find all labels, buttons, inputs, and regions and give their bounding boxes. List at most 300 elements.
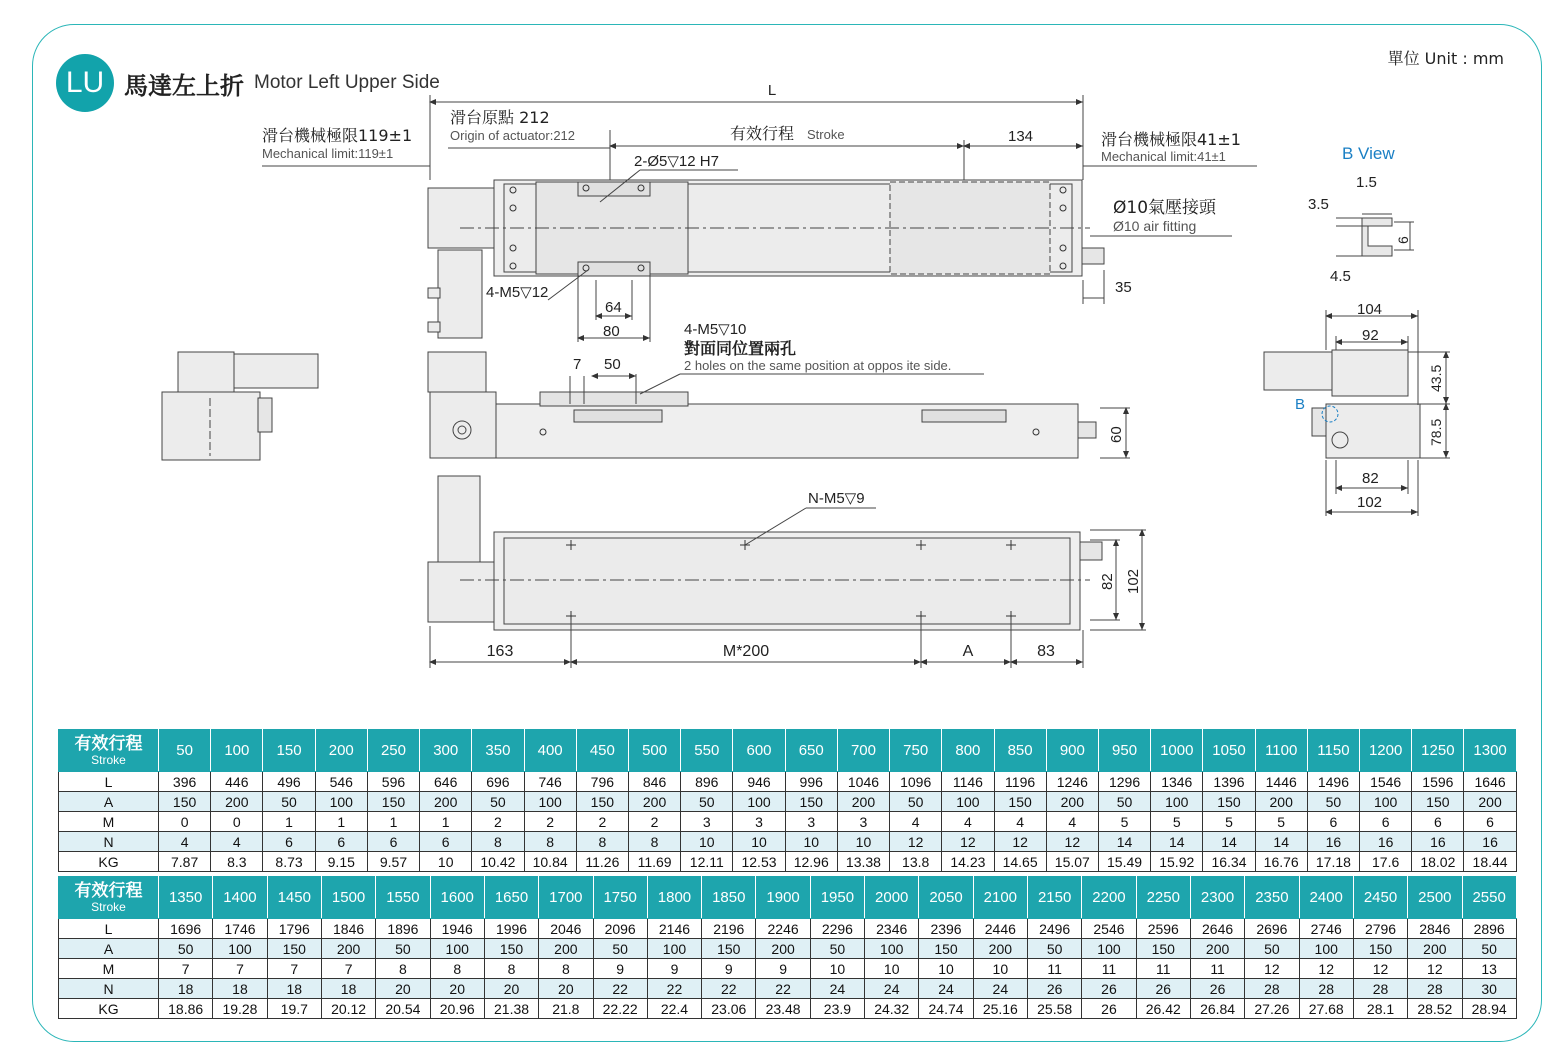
stroke-value: 1550 [376,877,430,919]
stroke-value: 800 [942,730,994,772]
table-cell: 150 [1203,792,1255,812]
table-cell: 20 [484,979,538,999]
table-cell: 17.18 [1307,852,1359,872]
table-cell: 7 [267,959,321,979]
table-cell: 15.49 [1098,852,1150,872]
stroke-value: 700 [837,730,889,772]
stroke-header-cell [59,877,159,919]
table-cell: 1896 [376,919,430,939]
table-cell: 8.73 [263,852,315,872]
table-cell: 16 [1360,832,1412,852]
row-label: N [59,832,159,852]
table-cell: 16.34 [1203,852,1255,872]
table-cell: 28.52 [1408,999,1462,1019]
table-cell: 496 [263,772,315,792]
table-cell: 20 [376,979,430,999]
table-cell: 4 [994,812,1046,832]
table-cell: 26 [1082,999,1136,1019]
table-cell: 150 [159,792,211,812]
table-cell: 14 [1203,832,1255,852]
table-cell: 4 [890,812,942,832]
dim-L: L [767,82,777,99]
side-b-marker: B [1295,396,1306,413]
table-cell: 9.15 [315,852,367,872]
table-cell: 24 [865,979,919,999]
spec-tables [58,729,1516,1019]
table-cell: 18 [267,979,321,999]
table-cell: 100 [942,792,994,812]
row-label: M [59,959,159,979]
table-cell: 50 [681,792,733,812]
table-cell: 1 [315,812,367,832]
table-cell: 796 [576,772,628,792]
stroke-value: 1850 [702,877,756,919]
table-cell: 200 [1464,792,1516,812]
bview-6: 6 [1395,236,1411,244]
stroke-value: 1000 [1151,730,1203,772]
technical-drawing [140,70,1444,670]
dim-134: 134 [1008,128,1034,145]
stroke-value: 1700 [539,877,593,919]
bview-4-5: 4.5 [1330,268,1351,285]
table-cell: 11 [1136,959,1190,979]
table-cell: 50 [159,939,213,959]
table-cell: 28 [1299,979,1353,999]
table-cell: 18 [159,979,213,999]
pin-hole-label: 2-Ø5▽12 H7 [634,153,719,170]
table-cell: 14 [1255,832,1307,852]
table-cell: 946 [733,772,785,792]
air-fitting-zh: Ø10氣壓接頭 [1113,198,1217,218]
table-cell: 1596 [1412,772,1464,792]
stroke-value: 1350 [159,877,213,919]
table-cell: 20.12 [321,999,375,1019]
table-row [59,772,1517,792]
dim-83: 83 [1037,643,1055,660]
table-cell: 8 [628,832,680,852]
bview-3-5: 3.5 [1308,196,1329,213]
table-cell: 50 [472,792,524,812]
table-cell: 2 [576,812,628,832]
table-cell: 0 [159,812,211,832]
spec-table-1 [58,729,1517,872]
table-cell: 3 [785,812,837,832]
table-cell: 50 [890,792,942,812]
stroke-value: 1450 [267,877,321,919]
stroke-value: 1500 [321,877,375,919]
stroke-value: 400 [524,730,576,772]
table-cell: 896 [681,772,733,792]
table-cell: 100 [524,792,576,812]
table-cell: 0 [211,812,263,832]
table-cell: 16 [1307,832,1359,852]
table-cell: 16.76 [1255,852,1307,872]
table-cell: 3 [681,812,733,832]
stroke-value: 2400 [1299,877,1353,919]
stroke-value: 1300 [1464,730,1516,772]
stroke-value: 1400 [213,877,267,919]
row-label: A [59,939,159,959]
dim-163: 163 [486,643,514,660]
table-cell: 27.68 [1299,999,1353,1019]
table-cell: 8 [430,959,484,979]
table-cell: 15.07 [1046,852,1098,872]
mech-left-en: Mechanical limit:119±1 [262,146,394,161]
table-cell: 8 [524,832,576,852]
table-cell: 200 [628,792,680,812]
table-row [59,959,1517,979]
right-end-view [1264,310,1450,516]
mech-right-en: Mechanical limit:41±1 [1101,149,1226,164]
table-cell: 50 [1462,939,1516,959]
m5-10-label: 4-M5▽10 [684,321,747,338]
table-cell: 15.92 [1151,852,1203,872]
row-label: N [59,979,159,999]
table-cell: 20 [430,979,484,999]
table-cell: 100 [1082,939,1136,959]
table-cell: 10 [420,852,472,872]
table-cell: 646 [420,772,472,792]
table-cell: 1 [263,812,315,832]
unit-label: 單位 Unit : mm [1387,49,1504,68]
stroke-value: 2500 [1408,877,1462,919]
side-102: 102 [1357,494,1383,511]
stroke-value: 2350 [1245,877,1299,919]
table-cell: 18.02 [1412,852,1464,872]
b-view-detail [1336,214,1414,256]
table-cell: 1 [420,812,472,832]
dim-80: 80 [603,323,620,340]
table-cell: 2596 [1136,919,1190,939]
table-cell: 12.53 [733,852,785,872]
table-cell: 10 [973,959,1027,979]
stroke-value: 2550 [1462,877,1516,919]
table-cell: 150 [1412,792,1464,812]
table-cell: 22.22 [593,999,647,1019]
table-cell: 10.42 [472,852,524,872]
table-cell: 20 [539,979,593,999]
table-cell: 10 [733,832,785,852]
stroke-value: 450 [576,730,628,772]
table-row [59,852,1517,872]
table-cell: 12 [890,832,942,852]
table-cell: 22.4 [647,999,701,1019]
table-cell: 1546 [1360,772,1412,792]
row-label: KG [59,852,159,872]
table-cell: 12 [1353,959,1407,979]
table-cell: 18 [321,979,375,999]
table-cell: 6 [1360,812,1412,832]
table-cell: 6 [315,832,367,852]
table-cell: 100 [865,939,919,959]
table-cell: 28 [1408,979,1462,999]
table-cell: 30 [1462,979,1516,999]
spec-table-2 [58,876,1517,1019]
table-cell: 150 [484,939,538,959]
table-cell: 200 [211,792,263,812]
stroke-value: 850 [994,730,1046,772]
table-cell: 50 [1028,939,1082,959]
title-zh: 馬達左上折 [124,71,244,100]
stroke-value: 600 [733,730,785,772]
table-cell: 11.69 [628,852,680,872]
stroke-header-zh: 有效行程 [74,880,143,900]
table-cell: 11 [1082,959,1136,979]
table-cell: 14.23 [942,852,994,872]
table-cell: 546 [315,772,367,792]
table-cell: 150 [576,792,628,812]
table-cell: 10 [865,959,919,979]
table-cell: 26 [1082,979,1136,999]
table-cell: 2246 [756,919,810,939]
table-cell: 6 [1307,812,1359,832]
table-cell: 11 [1190,959,1244,979]
table-cell: 26 [1190,979,1244,999]
table-cell: 12 [1299,959,1353,979]
stroke-zh: 有效行程 [730,124,795,143]
stroke-header-row [59,730,1517,772]
table-cell: 22 [756,979,810,999]
table-cell: 4 [159,832,211,852]
table-cell: 200 [539,939,593,959]
table-cell: 22 [593,979,647,999]
stroke-value: 2450 [1353,877,1407,919]
table-cell: 14.65 [994,852,1046,872]
stroke-value: 1050 [1203,730,1255,772]
table-cell: 2 [472,812,524,832]
table-cell: 20.96 [430,999,484,1019]
table-cell: 11 [1028,959,1082,979]
opposite-holes-en: 2 holes on the same position at oppos ite side. [684,358,952,373]
bview-1-5: 1.5 [1356,174,1377,191]
table-cell: 1346 [1151,772,1203,792]
table-cell: 25.58 [1028,999,1082,1019]
table-cell: 7 [321,959,375,979]
table-cell: 2796 [1353,919,1407,939]
table-cell: 1746 [213,919,267,939]
stroke-value: 750 [890,730,942,772]
table-cell: 446 [211,772,263,792]
table-cell: 6 [263,832,315,852]
table-cell: 12 [1046,832,1098,852]
table-cell: 100 [647,939,701,959]
table-cell: 2896 [1462,919,1516,939]
table-cell: 14 [1151,832,1203,852]
table-cell: 16 [1412,832,1464,852]
table-cell: 200 [1408,939,1462,959]
table-cell: 10.84 [524,852,576,872]
origin-en: Origin of actuator:212 [450,128,576,143]
table-cell: 13.38 [837,852,889,872]
table-cell: 2296 [810,919,864,939]
table-cell: 26 [1028,979,1082,999]
table-cell: 8 [376,959,430,979]
stroke-value: 1800 [647,877,701,919]
table-cell: 12 [1408,959,1462,979]
table-cell: 1096 [890,772,942,792]
stroke-value: 100 [211,730,263,772]
row-label: L [59,919,159,939]
table-row [59,792,1517,812]
table-row [59,832,1517,852]
dim-102: 102 [1125,568,1142,594]
stroke-value: 2100 [973,877,1027,919]
table-cell: 7 [159,959,213,979]
stroke-value: 900 [1046,730,1098,772]
table-cell: 50 [593,939,647,959]
dim-82: 82 [1099,573,1116,590]
stroke-value: 2150 [1028,877,1082,919]
table-cell: 100 [1360,792,1412,812]
table-cell: 200 [756,939,810,959]
table-cell: 2646 [1190,919,1244,939]
table-cell: 19.28 [213,999,267,1019]
mech-left-zh: 滑台機械極限119±1 [262,126,413,145]
m5-12-label: 4-M5▽12 [486,284,549,301]
stroke-header-en: Stroke [91,899,126,914]
stroke-header-zh: 有效行程 [74,733,143,753]
table-cell: 24 [973,979,1027,999]
table-cell: 2046 [539,919,593,939]
table-cell: 21.8 [539,999,593,1019]
table-cell: 1946 [430,919,484,939]
table-cell: 2446 [973,919,1027,939]
table-cell: 2546 [1082,919,1136,939]
stroke-value: 1150 [1307,730,1359,772]
air-fitting-en: Ø10 air fitting [1113,218,1197,234]
table-cell: 23.06 [702,999,756,1019]
stroke-value: 2200 [1082,877,1136,919]
stroke-value: 650 [785,730,837,772]
table-cell: 11.26 [576,852,628,872]
table-cell: 200 [1255,792,1307,812]
row-label: A [59,792,159,812]
table-cell: 150 [919,939,973,959]
stroke-header-cell [59,730,159,772]
table-cell: 100 [733,792,785,812]
row-label: KG [59,999,159,1019]
dim-A: A [962,643,974,660]
table-cell: 16 [1464,832,1516,852]
table-cell: 24 [810,979,864,999]
table-cell: 10 [810,959,864,979]
table-cell: 9 [756,959,810,979]
table-cell: 150 [994,792,1046,812]
table-cell: 17.6 [1360,852,1412,872]
table-cell: 50 [810,939,864,959]
table-cell: 100 [213,939,267,959]
table-cell: 9.57 [367,852,419,872]
table-row [59,812,1517,832]
table-cell: 25.16 [973,999,1027,1019]
table-cell: 200 [420,792,472,812]
table-cell: 200 [1046,792,1098,812]
table-cell: 9 [593,959,647,979]
stroke-value: 1100 [1255,730,1307,772]
stroke-value: 1200 [1360,730,1412,772]
stroke-value: 550 [681,730,733,772]
table-cell: 5 [1203,812,1255,832]
table-cell: 150 [367,792,419,812]
side-43-5: 43.5 [1428,364,1444,392]
stroke-value: 2250 [1136,877,1190,919]
table-cell: 1396 [1203,772,1255,792]
table-cell: 746 [524,772,576,792]
table-cell: 19.7 [267,999,321,1019]
table-cell: 8 [576,832,628,852]
table-cell: 4 [942,812,994,832]
table-cell: 26.84 [1190,999,1244,1019]
left-end-view [162,352,318,460]
stroke-value: 250 [367,730,419,772]
table-cell: 28.1 [1353,999,1407,1019]
table-cell: 50 [376,939,430,959]
stroke-value: 150 [263,730,315,772]
origin-zh: 滑台原點 212 [450,108,550,127]
table-cell: 18.86 [159,999,213,1019]
table-cell: 2346 [865,919,919,939]
table-row [59,979,1517,999]
stroke-value: 2050 [919,877,973,919]
table-cell: 8 [484,959,538,979]
model-badge: LU [56,54,114,112]
table-cell: 9 [647,959,701,979]
table-cell: 50 [1098,792,1150,812]
table-cell: 3 [837,812,889,832]
table-cell: 100 [315,792,367,812]
table-cell: 20.54 [376,999,430,1019]
table-cell: 1496 [1307,772,1359,792]
table-cell: 846 [628,772,680,792]
table-cell: 596 [367,772,419,792]
table-cell: 2696 [1245,919,1299,939]
table-cell: 12 [994,832,1046,852]
table-cell: 2196 [702,919,756,939]
table-cell: 200 [1190,939,1244,959]
stroke-value: 1900 [756,877,810,919]
dim-60: 60 [1108,426,1125,443]
table-cell: 1046 [837,772,889,792]
table-cell: 150 [1136,939,1190,959]
table-cell: 2746 [1299,919,1353,939]
table-cell: 24.74 [919,999,973,1019]
table-cell: 24.32 [865,999,919,1019]
table-cell: 2396 [919,919,973,939]
table-cell: 13 [1462,959,1516,979]
bottom-view [428,476,1146,668]
row-label: L [59,772,159,792]
table-cell: 7 [213,959,267,979]
table-cell: 9 [702,959,756,979]
side-104: 104 [1357,301,1383,318]
table-cell: 1846 [321,919,375,939]
table-cell: 1696 [159,919,213,939]
table-cell: 12 [942,832,994,852]
table-cell: 10 [837,832,889,852]
table-cell: 200 [321,939,375,959]
table-cell: 5 [1151,812,1203,832]
table-cell: 100 [1299,939,1353,959]
table-cell: 10 [681,832,733,852]
stroke-value: 1950 [810,877,864,919]
stroke-en: Stroke [807,127,845,142]
table-cell: 6 [1464,812,1516,832]
table-row [59,939,1517,959]
table-cell: 2496 [1028,919,1082,939]
stroke-value: 1600 [430,877,484,919]
table-cell: 1246 [1046,772,1098,792]
table-cell: 2096 [593,919,647,939]
